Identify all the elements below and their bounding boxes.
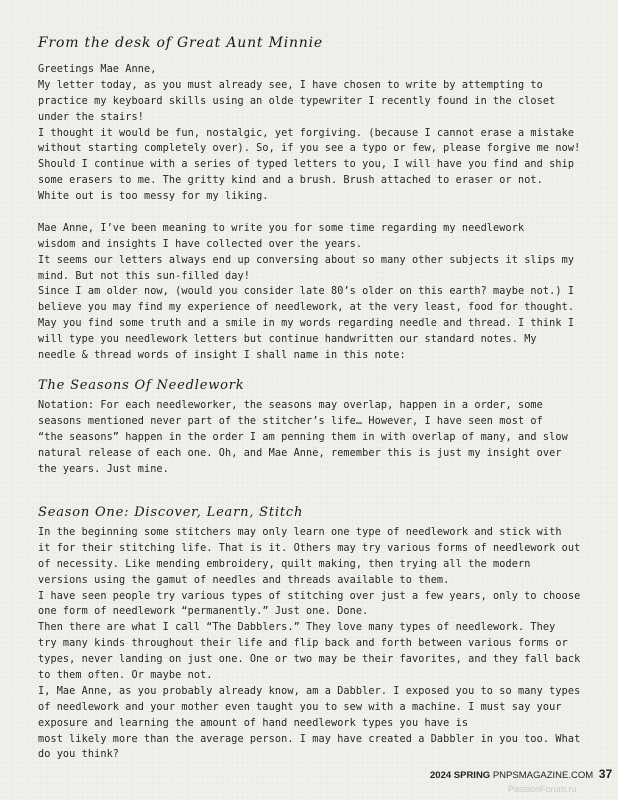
text-line: Notation: For each needleworker, the seasons may overlap, happen in a order, some [38,400,543,411]
watermark: PassionForum.ru [508,784,577,794]
issue-season: 2024 SPRING [430,770,491,781]
text-line: of needlework and your mother even taught you to sew with a machine. I must say your [38,701,562,713]
text-line: Mae Anne, I’ve been meaning to write you for some time regarding my needlework [38,222,525,234]
text-line: White out is too messy for my liking. [38,191,269,203]
text-line [38,205,586,221]
text-line: Should I continue with a series of typed letters to you, I will have you find and ship [38,159,575,171]
season-one-paragraphs [38,525,586,763]
text-line: wisdom and insights I have collected over the years. [38,238,363,250]
section-heading-seasons: The Seasons Of Needlework [38,378,245,393]
text-line: without starting completely over). So, if you see a typo or few, please forgive me now! [38,143,581,155]
text-line: of necessity. Like mending embroidery, quilt making, then trying all the modern [38,558,531,570]
text-line: I thought it would be fun, nostalgic, yet forgiving. (because I cannot erase a mistake [38,127,575,139]
section-heading-season-one: Season One: Discover, Learn, Stitch [38,505,304,520]
seasons-paragraph [38,398,586,477]
text-line: versions using the gamut of needles and threads available to them. [38,574,450,586]
magazine-site: PNPSMAGAZINE.COM [492,770,594,781]
text-line: exposure and learning the amount of hand needlework types you have is [38,717,469,729]
text-line: under the stairs! [38,111,144,123]
text-line: believe you may find my experience of needlework, at the very least, food for thought. [38,302,575,314]
text-line: needle & thread words of insight I shall name in this note: [38,350,406,362]
text-line: In the beginning some stitchers may only learn one type of needlework and stick with [38,527,562,538]
text-line: one form of needlework “permanently.” Just one. Done. [38,606,369,618]
text-line: types, never landing on just one. One or two may be their favorites, and they fall back [38,654,581,666]
text-line: Since I am older now, (would you consider late 80’s older on this earth? maybe not.) I [38,286,575,298]
text-line: seasons mentioned never part of the stitcher’s life… However, I have seen most of [38,415,543,427]
text-line: to them often. Or maybe not. [38,670,213,682]
page-number: 37 [598,767,613,781]
text-line: I have seen people try various types of stitching over just a few years, only to choose [38,590,581,602]
text-line: practice my keyboard skills using an olde typewriter I recently found in the closet [38,95,556,107]
text-line: My letter today, as you must already see, I have chosen to write by attempting to [38,79,543,91]
text-line: it for their stitching life. That is it. Others may try various forms of needlework out [38,542,581,554]
text-line: I, Mae Anne, as you probably already know, am a Dabbler. I exposed you to so many types [38,685,581,697]
text-line: try many kinds throughout their life and flip back and forth between various forms or [38,638,568,650]
page-footer [430,767,613,781]
text-line: Then there are what I call “The Dabblers.” They love many types of needlework. They [38,622,556,634]
text-line: the years. Just mine. [38,463,169,475]
text-line: “the seasons” happen in the order I am penning them in with overlap of many, and slow [38,431,568,443]
text-line: some erasers to me. The gritty kind and a brush. Brush attached to eraser or not. [38,175,543,187]
text-line: mind. But not this sun-filled day! [38,270,250,282]
text-line: Greetings Mae Anne, [38,64,157,75]
text-line: will type you needlework letters but continue handwritten our standard notes. My [38,334,537,346]
text-line: most likely more than the average person. I may have created a Dabbler in you too. What [38,733,581,745]
text-line: It seems our letters always end up conversing about so many other subjects it slips my [38,254,575,266]
intro-paragraphs [38,62,586,364]
page-title: From the desk of Great Aunt Minnie [38,35,323,51]
text-line: May you find some truth and a smile in my words regarding needle and thread. I think I [38,318,575,330]
text-line: natural release of each one. Oh, and Mae Anne, remember this is just my insight over [38,447,562,459]
text-line: do you think? [38,749,120,761]
